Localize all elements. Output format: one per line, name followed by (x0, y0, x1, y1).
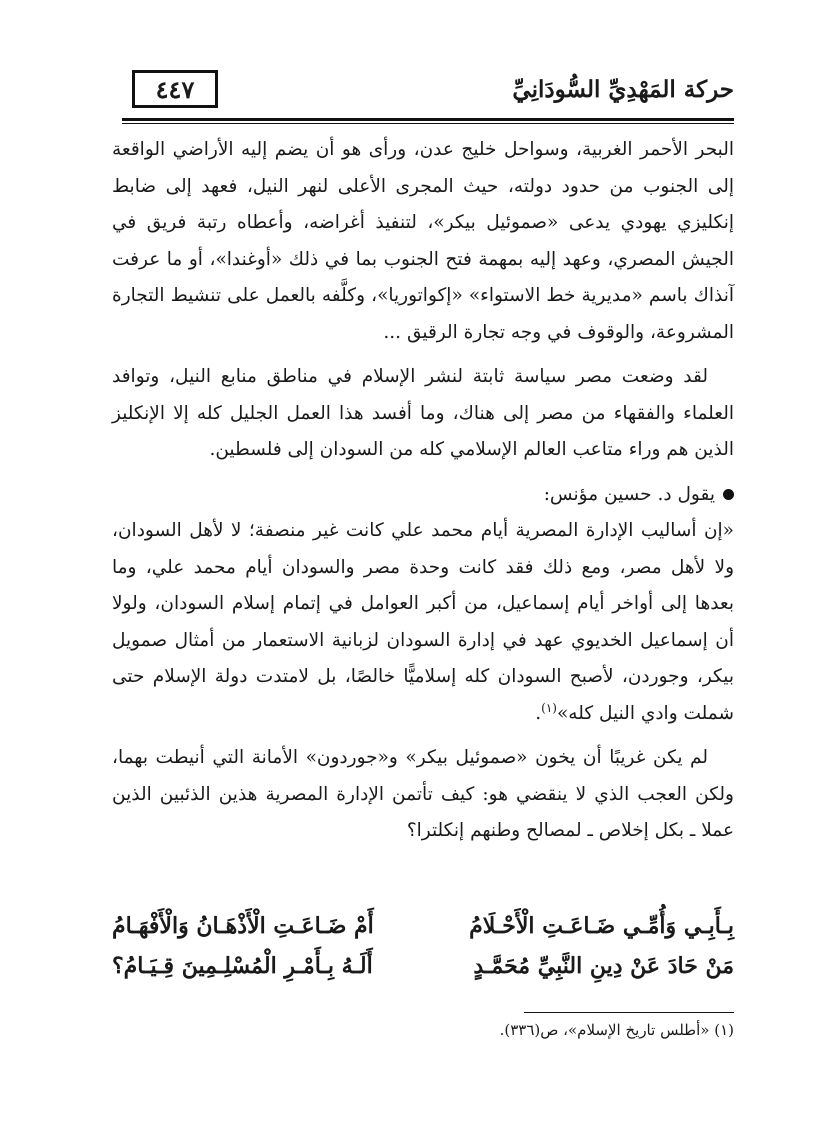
text-line: «إن أساليب الإدارة المصرية أيام محمد علي كانت غير منصفة؛ لا لأهل السودان، (112, 520, 734, 541)
header-rule-thin (122, 123, 734, 124)
text-line: شملت وادي النيل كله» (556, 702, 734, 724)
paragraph-4 (112, 740, 734, 850)
text-line: ولا لأهل مصر، ومع ذلك فقد كانت وحدة مصر والسودان أيام محمد علي، وما (112, 556, 734, 578)
page-number: ٤٤٧ (132, 70, 218, 108)
poem (112, 906, 734, 986)
text-line: وجوردن، لأصبح السودان كله إسلاميًّا خالصًا، بل لامتدت دولة الإسلام حتى (112, 666, 689, 687)
text-line: وراء متاعب العالم الإسلامي كله من السودان إلى فلسطين. (209, 439, 661, 460)
header-rule (122, 118, 734, 121)
text-line: لقد وضعت مصر سياسة ثابتة لنشر الإسلام في مناطق منابع النيل، وتوافد العلماء (112, 366, 734, 424)
paragraph-2 (112, 359, 734, 469)
verse-first-half: مَنْ حَادَ عَنْ دِينِ النَّبِيِّ مُحَمَّـدٍ (473, 953, 734, 979)
text-line: إسماعيل الخديوي عهد في إدارة السودان لزبانية الاستعمار من أمثال صمويل بيكر، (112, 629, 734, 687)
text-line: البحر الأحمر الغربية، وسواحل خليج عدن، ورأى هو أن يضم إليه الأراضي الواقعة (112, 139, 734, 160)
footnote-rule (524, 1012, 734, 1013)
text-line: والوقوف في وجه تجارة الرقيق ... (383, 321, 645, 343)
verse-row (112, 946, 734, 986)
text-line: المصري، وعهد إليه بمهمة فتح الجنوب بما في ذلك «أوغندا»، أو ما عرفت آنذاك باسم (112, 248, 734, 306)
text-line: لم يكن غريبًا أن يخون «صموئيل بيكر» و«جوردون» الأمانة التي أنيطت بهما، (112, 747, 708, 768)
quote-paragraph: «إن أساليب الإدارة المصرية أيام محمد علي كانت غير منصفة؛ لا لأهل السودان، ولا لأهل مصر، ومع ذلك فقد كانت وحدة مصر والسودان أيام محمد علي، وما بعدها إلى أواخر أيام إسماعيل، من أكبر العوامل في إتمام إسلام السودان، ولولا أن إسماعيل الخديوي عهد في إدارة السودان لزبانية الاستعمار من أمثال صمويل بيكر، وجوردن، لأصبح السودان كله إسلاميًّا خالصًا، بل لامتدت دولة الإسلام حتى شملت وادي النيل كله»$^{(١)}$. (112, 520, 734, 724)
paragraph-1 (112, 132, 734, 351)
text-line: عملا ـ بكل إخلاص ـ لمصالح وطنهم إنكلترا؟ (406, 820, 734, 841)
text-line: إلى الجنوب من حدود دولته، حيث المجرى الأعلى لنهر النيل، فعهد إلى ضابط (112, 175, 734, 197)
verse-first-half: بِـأَبِـي وَأُمِّـي ضَـاعَـتِ الْأَحْـلَامُ (469, 913, 734, 939)
verse-row (112, 906, 734, 946)
text-line: بعدها إلى أواخر أيام إسماعيل، من أكبر العوامل في إتمام إسلام السودان، ولولا أن (112, 593, 734, 651)
footnote: (١) «أطلس تاريخ الإسلام»، ص(٣٣٦). (499, 1021, 734, 1039)
text-line: يقول د. حسين مؤنس: (543, 483, 715, 505)
bullet-icon (723, 489, 734, 500)
page-header (122, 62, 734, 116)
footnote-reference[interactable]: (١) (541, 700, 557, 715)
verse-second-half: أَلَـهُ بِـأَمْـرِ الْمُسْلِـمِينَ قِـيَـامُ؟ (112, 953, 373, 979)
text-line: إنكليزي يهودي يدعى «صموئيل بيكر»، لتنفيذ أغراضه، وأعطاه رتبة فريق في الجيش (112, 212, 735, 270)
running-title: حركة المَهْدِيِّ السُّودَانِيِّ (512, 76, 734, 103)
verse-second-half: أَمْ ضَـاعَـتِ الْأَذْهَـانُ وَالْأَفْهَـامُ (112, 913, 374, 939)
text-line: «مديرية خط الاستواء» «إكواتوريا»، وكلَّفه بالعمل على تنشيط التجارة المشروعة، (112, 285, 734, 343)
bullet-paragraph (112, 477, 734, 514)
text-line: والفقهاء من مصر إلى هناك، وما أفسد هذا العمل الجليل كله إلا الإنكليز الذين هم (112, 402, 734, 460)
text-line: ولكن العجب الذي لا ينقضي هو: كيف تأتمن الإدارة المصرية هذين الذئبين الذين (112, 783, 734, 805)
body-text (112, 132, 734, 858)
